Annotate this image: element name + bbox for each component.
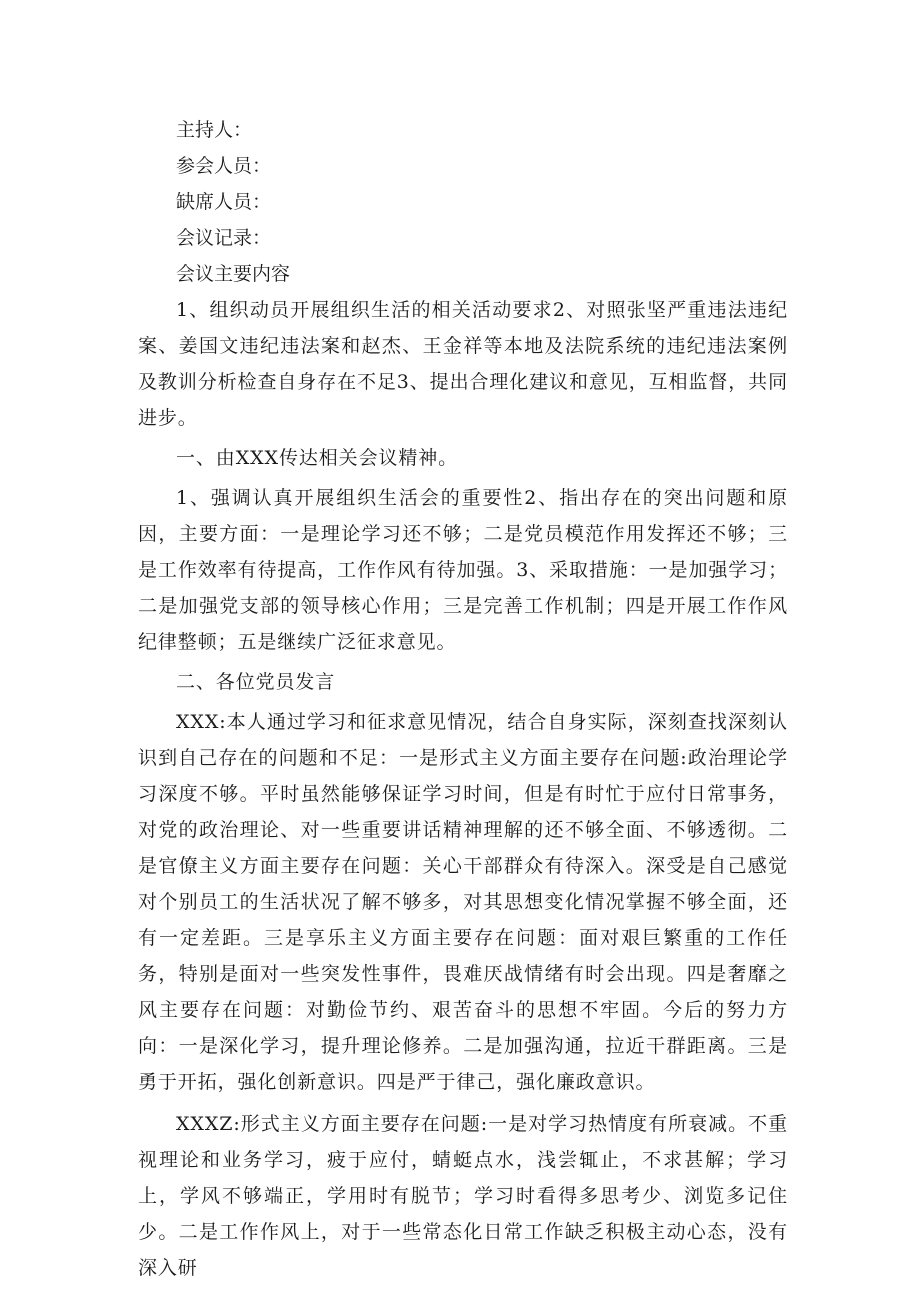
attendees-line: 参会人员：: [176, 155, 272, 177]
section-one-heading: 一、由XXX传达相关会议精神。: [176, 447, 459, 469]
speech-paragraph-1: XXX:本人通过学习和征求意见情况，结合自身实际，深刻查找深刻认识到自己存在的问题和不足：一是形式主义方面主要存在问题:政治理论学习深度不够。平时虽然能够保证学习时间，但是有时忙于应付日常事务，对党的政治理论、对一些重要讲话精神理解的还不够全面、不够透彻。二是官僚主义方面主要存在问题：关心干部群众有待深入。深受是自己感觉对个别员工的生活状况了解不够多，对其思想变化情况掌握不够全面，还有一定差距。三是享乐主义方面主要存在问题：面对艰巨繁重的工作任务，特别是面对一些突发性事件，畏难厌战情绪有时会出现。四是奢靡之风主要存在问题：对勤俭节约、艰苦奋斗的思想不牢固。今后的努力方向：一是深化学习，提升理论修养。二是加强沟通，拉近干群距离。三是勇于开拓，强化创新意识。四是严于律己，强化廉政意识。: [138, 711, 788, 1093]
section-two-heading: 二、各位党员发言: [176, 671, 336, 693]
main-content-title: 会议主要内容: [176, 263, 291, 285]
agenda-paragraph: 1、组织动员开展组织生活的相关活动要求2、对照张坚严重违法违纪案、姜国文违纪违法案和赵杰、王金祥等本地及法院系统的违纪违法案例及教训分析检查自身存在不足3、提出合理化建议和意见，互相监督，共同进步。: [138, 299, 788, 429]
document-page: [138, 112, 788, 1286]
speech-paragraph-2: XXXZ:形式主义方面主要存在问题:一是对学习热情度有所衰减。不重视理论和业务学习，疲于应付，蜻蜓点水，浅尝辄止，不求甚解；学习上，学风不够端正，学用时有脱节；学习时看得多思考少、浏览多记住少。二是工作作风上，对于一些常态化日常工作缺乏积极主动心态，没有深入研: [138, 1113, 788, 1279]
absentees-line: 缺席人员：: [176, 191, 272, 213]
host-line: 主持人：: [176, 119, 253, 141]
section-one-paragraph: 1、强调认真开展组织生活会的重要性2、指出存在的突出问题和原因，主要方面：一是理论学习还不够；二是党员模范作用发挥还不够；三是工作效率有待提高，工作作风有待加强。3、采取措施：一是加强学习；二是加强党支部的领导核心作用；三是完善工作机制；四是开展工作作风纪律整顿；五是继续广泛征求意见。: [138, 487, 788, 653]
recorder-line: 会议记录：: [176, 227, 272, 249]
